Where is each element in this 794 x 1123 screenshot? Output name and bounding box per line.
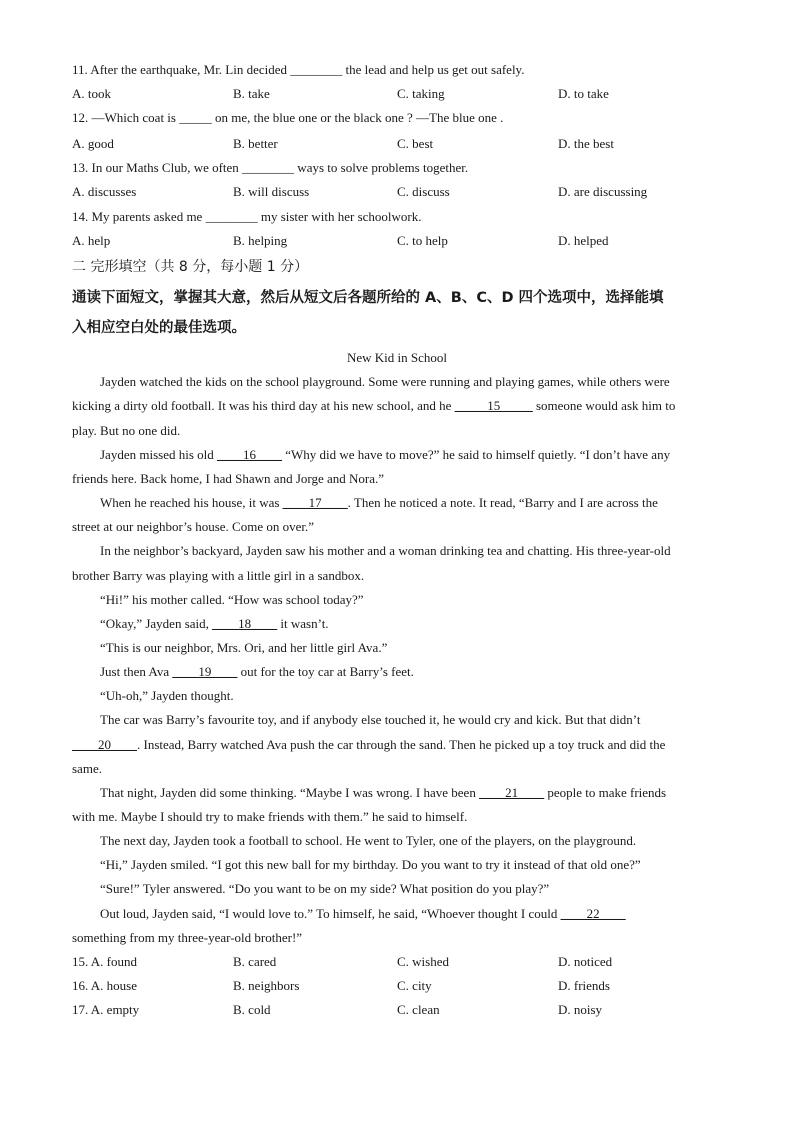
passage-text: kicking a dirty old football. It was his third day at his new school, and he bbox=[72, 398, 452, 413]
q13-option-d[interactable]: D. are discussing bbox=[558, 184, 648, 199]
q14-option-b[interactable]: B. helping bbox=[233, 233, 288, 248]
q16-option-c[interactable]: C. city bbox=[397, 978, 432, 993]
passage-text: someone would ask him to bbox=[535, 398, 676, 413]
section-instruction-line1: 通读下面短文，掌握其大意，然后从短文后各题所给的 A、B、C、D 四个选项中，选择能填 bbox=[72, 290, 664, 306]
passage-line bbox=[100, 616, 750, 632]
q11-option-b[interactable]: B. take bbox=[233, 86, 270, 101]
passage-line: Jayden watched the kids on the school playground. Some were running and playing games, while others were bbox=[100, 374, 670, 389]
q17-option-d[interactable]: D. noisy bbox=[558, 1002, 603, 1017]
q13-option-a[interactable]: A. discusses bbox=[72, 184, 137, 199]
passage-line bbox=[72, 398, 722, 414]
q17-option-c[interactable]: C. clean bbox=[397, 1002, 440, 1017]
passage-text: out for the toy car at Barry’s feet. bbox=[240, 664, 414, 679]
q16-option-a[interactable]: 16. A. house bbox=[72, 978, 137, 993]
passage-line: friends here. Back home, I had Shawn and Jorge and Nora.” bbox=[72, 471, 385, 486]
passage-line: The next day, Jayden took a football to school. He went to Tyler, one of the players, on the playground. bbox=[100, 833, 637, 848]
q15-option-d[interactable]: D. noticed bbox=[558, 954, 613, 969]
passage-line: The car was Barry’s favourite toy, and if anybody else touched it, he would cry and kick. But that didn’t bbox=[100, 712, 641, 727]
q15-option-a[interactable]: 15. A. found bbox=[72, 954, 137, 969]
q14-option-c[interactable]: C. to help bbox=[397, 233, 448, 248]
passage-line: “Hi!” his mother called. “How was school today?” bbox=[100, 592, 364, 607]
blank-22[interactable]: ____22____ bbox=[560, 906, 626, 921]
q12-option-b[interactable]: B. better bbox=[233, 136, 278, 151]
passage-text: “Okay,” Jayden said, bbox=[100, 616, 209, 631]
q11-option-a[interactable]: A. took bbox=[72, 86, 111, 101]
passage-line: with me. Maybe I should try to make friends with them.” he said to himself. bbox=[72, 809, 468, 824]
passage-text: Jayden missed his old bbox=[100, 447, 214, 462]
q15-option-c[interactable]: C. wished bbox=[397, 954, 449, 969]
question-12-stem: 12. —Which coat is _____ on me, the blue one or the black one ? —The blue one . bbox=[72, 110, 504, 125]
q14-option-d[interactable]: D. helped bbox=[558, 233, 609, 248]
passage-line bbox=[72, 737, 722, 753]
passage-line bbox=[100, 906, 750, 922]
passage-line: something from my three-year-old brother!” bbox=[72, 930, 303, 945]
passage-text: people to make friends bbox=[547, 785, 667, 800]
q13-option-b[interactable]: B. will discuss bbox=[233, 184, 310, 199]
passage-text: . Instead, Barry watched Ava push the car through the sand. Then he picked up a toy truck and did the bbox=[137, 737, 666, 752]
passage-line: brother Barry was playing with a little girl in a sandbox. bbox=[72, 568, 365, 583]
passage-line: “Hi,” Jayden smiled. “I got this new ball for my birthday. Do you want to try it instead of that old one?” bbox=[100, 857, 641, 872]
blank-16[interactable]: ____16____ bbox=[217, 447, 282, 462]
passage-line bbox=[100, 447, 750, 463]
passage-line bbox=[100, 495, 750, 511]
passage-line: “Sure!” Tyler answered. “Do you want to be on my side? What position do you play?” bbox=[100, 881, 550, 896]
passage-text: . Then he noticed a note. It read, “Barry and I are across the bbox=[347, 495, 658, 510]
passage-text: Just then Ava bbox=[100, 664, 170, 679]
passage-line bbox=[100, 785, 750, 801]
q15-option-b[interactable]: B. cared bbox=[233, 954, 277, 969]
blank-21[interactable]: ____21____ bbox=[479, 785, 545, 800]
passage-text: it wasn’t. bbox=[280, 616, 329, 631]
q17-option-a[interactable]: 17. A. empty bbox=[72, 1002, 140, 1017]
blank-17[interactable]: ____17____ bbox=[282, 495, 348, 510]
passage-text: Out loud, Jayden said, “I would love to.” To himself, he said, “Whoever thought I could bbox=[100, 906, 558, 921]
passage-text: “Why did we have to move?” he said to himself quietly. “I don’t have any bbox=[285, 447, 671, 462]
passage-line: play. But no one did. bbox=[72, 423, 181, 438]
blank-19[interactable]: ____19____ bbox=[172, 664, 238, 679]
passage-line: “This is our neighbor, Mrs. Ori, and her little girl Ava.” bbox=[100, 640, 388, 655]
q14-option-a[interactable]: A. help bbox=[72, 233, 111, 248]
passage-text: That night, Jayden did some thinking. “Maybe I was wrong. I have been bbox=[100, 785, 476, 800]
passage-line: “Uh-oh,” Jayden thought. bbox=[100, 688, 234, 703]
blank-20[interactable]: ____20____ bbox=[72, 737, 137, 752]
q16-option-b[interactable]: B. neighbors bbox=[233, 978, 300, 993]
question-11-stem: 11. After the earthquake, Mr. Lin decided ________ the lead and help us get out safely. bbox=[72, 62, 525, 77]
q12-option-a[interactable]: A. good bbox=[72, 136, 114, 151]
question-14-stem: 14. My parents asked me ________ my sister with her schoolwork. bbox=[72, 209, 422, 224]
blank-18[interactable]: ____18____ bbox=[212, 616, 278, 631]
q11-option-d[interactable]: D. to take bbox=[558, 86, 609, 101]
section-instruction-line2: 入相应空白处的最佳选项。 bbox=[72, 320, 246, 336]
q11-option-c[interactable]: C. taking bbox=[397, 86, 445, 101]
blank-15[interactable]: _____15_____ bbox=[454, 398, 533, 413]
passage-line: street at our neighbor’s house. Come on over.” bbox=[72, 519, 315, 534]
q17-option-b[interactable]: B. cold bbox=[233, 1002, 271, 1017]
q12-option-c[interactable]: C. best bbox=[397, 136, 434, 151]
passage-title: New Kid in School bbox=[346, 350, 448, 365]
q16-option-d[interactable]: D. friends bbox=[558, 978, 610, 993]
question-13-stem: 13. In our Maths Club, we often ________ ways to solve problems together. bbox=[72, 160, 469, 175]
passage-line: In the neighbor’s backyard, Jayden saw his mother and a woman drinking tea and chatting. His three-year-old bbox=[100, 543, 671, 558]
passage-text: When he reached his house, it was bbox=[100, 495, 280, 510]
q12-option-d[interactable]: D. the best bbox=[558, 136, 614, 151]
passage-line: same. bbox=[72, 761, 102, 776]
passage-line bbox=[100, 664, 750, 680]
q13-option-c[interactable]: C. discuss bbox=[397, 184, 450, 199]
section-heading: 二 完形填空（共 8 分，每小题 1 分） bbox=[72, 259, 309, 275]
